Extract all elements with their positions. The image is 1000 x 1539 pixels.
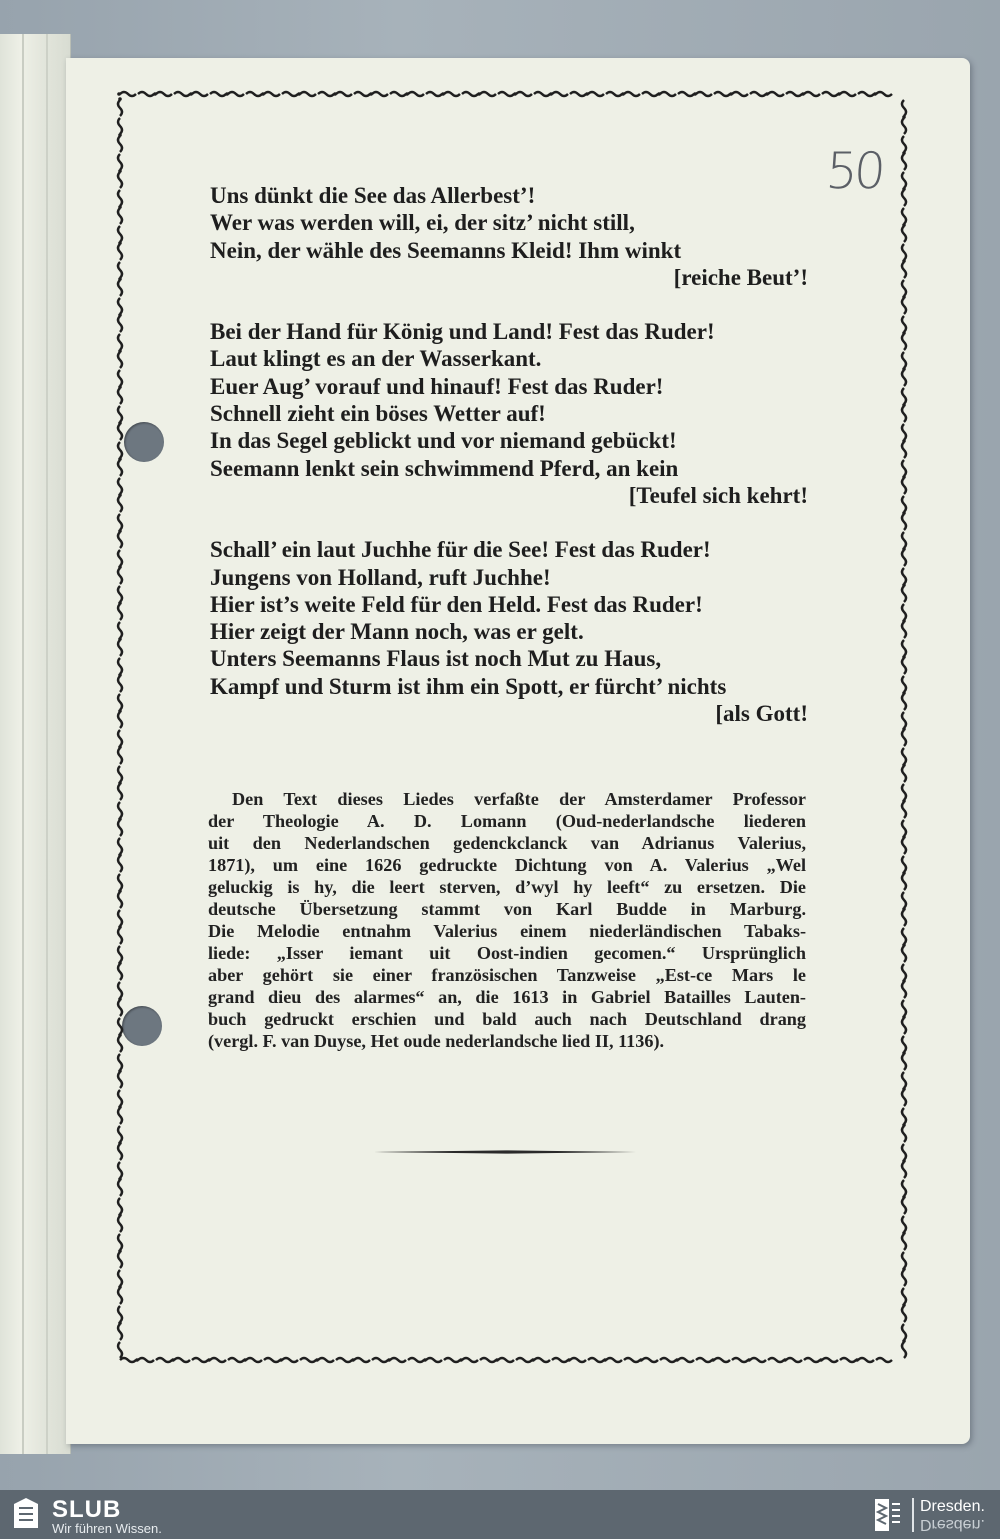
poem-line: [reiche Beut’!	[673, 264, 808, 290]
note-line: Den Text dieses Liedes verfaßte der Amsterdamer Professor	[232, 789, 806, 809]
poem-line: Kampf und Sturm ist ihm ein Spott, er fürcht’ nichts	[210, 673, 727, 699]
note-line: geluckig is hy, die leert sterven, d’wyl hy leeft“ zu ersetzen. Die	[208, 877, 806, 897]
poem-line: Unters Seemanns Flaus ist noch Mut zu Haus,	[210, 646, 662, 672]
dresden-wordmark[interactable]: Dresden.	[920, 1498, 985, 1515]
editorial-note	[208, 788, 806, 1052]
slub-brand[interactable]: SLUB	[52, 1496, 122, 1523]
poem-line: Nein, der wähle des Seemanns Kleid! Ihm winkt	[210, 237, 682, 263]
poem-stanza	[210, 318, 808, 509]
poem-line: Hier ist’s weite Feld für den Held. Fest das Ruder!	[210, 591, 703, 617]
poem-line: Hier zeigt der Mann noch, was er gelt.	[210, 619, 584, 645]
poem-line: Schnell zieht ein böses Wetter auf!	[210, 401, 546, 427]
poem-line: Wer was werden will, ei, der sitz’ nicht still,	[210, 210, 635, 236]
note-line: uit den Nederlandschen gedenckclanck van Adrianus Valerius,	[208, 833, 806, 853]
note-line: (vergl. F. van Duyse, Het oude nederlandsche lied II, 1136).	[208, 1031, 665, 1051]
poem-line: Laut klingt es an der Wasserkant.	[210, 346, 542, 372]
note-line: grand dieu des alarmes“ an, die 1613 in Gabriel Batailles Lauten-	[208, 987, 806, 1007]
dresden-coat-of-arms-icon[interactable]	[874, 1498, 904, 1532]
poem-stanza	[210, 536, 808, 727]
note-line: 1871), um eine 1626 gedruckte Dichtung von A. Valerius „Wel	[208, 855, 806, 875]
folder-binding-strip	[0, 34, 71, 1454]
poem-line: Seemann lenkt sein schwimmend Pferd, an kein	[210, 455, 679, 481]
note-line: der Theologie A. D. Lomann (Oud-nederlandsche liederen	[208, 811, 806, 831]
poem-text	[210, 182, 808, 754]
slub-tagline: Wir führen Wissen.	[52, 1521, 162, 1536]
poem-line: [als Gott!	[715, 701, 808, 727]
note-line: deutsche Übersetzung stammt von Karl Budde in Marburg.	[208, 899, 806, 919]
closing-rule	[374, 1148, 638, 1156]
note-line: liede: „Isser iemant uit Oost-indien gecomen.“ Ursprünglich	[208, 943, 806, 963]
poem-line: Jungens von Holland, ruft Juchhe!	[210, 564, 551, 590]
poem-line: Uns dünkt die See das Allerbest’!	[210, 183, 536, 208]
note-line: aber gehört sie einer französischen Tanzweise „Est-ce Mars le	[208, 965, 806, 985]
viewer-footer-bar	[0, 1490, 1000, 1539]
slub-logo-icon[interactable]	[12, 1498, 40, 1530]
poem-line: Schall’ ein laut Juchhe für die See! Fest das Ruder!	[210, 537, 711, 563]
note-line: buch gedruckt erschien und bald auch nach Deutschland drang	[208, 1009, 806, 1029]
handwritten-page-number: 50	[824, 142, 884, 200]
dresden-wordmark-reflection: Dresden.	[920, 1516, 985, 1533]
poem-line: Euer Aug’ vorauf und hinauf! Fest das Ruder!	[210, 373, 664, 399]
poem-line: Bei der Hand für König und Land! Fest das Ruder!	[210, 319, 715, 345]
poem-line: In das Segel geblickt und vor niemand gebückt!	[210, 428, 677, 454]
poem-stanza	[210, 182, 808, 291]
note-line: Die Melodie entnahm Valerius einem niederländischen Tabaks-	[208, 921, 806, 941]
poem-line: [Teufel sich kehrt!	[628, 482, 808, 508]
logo-divider	[912, 1498, 914, 1532]
